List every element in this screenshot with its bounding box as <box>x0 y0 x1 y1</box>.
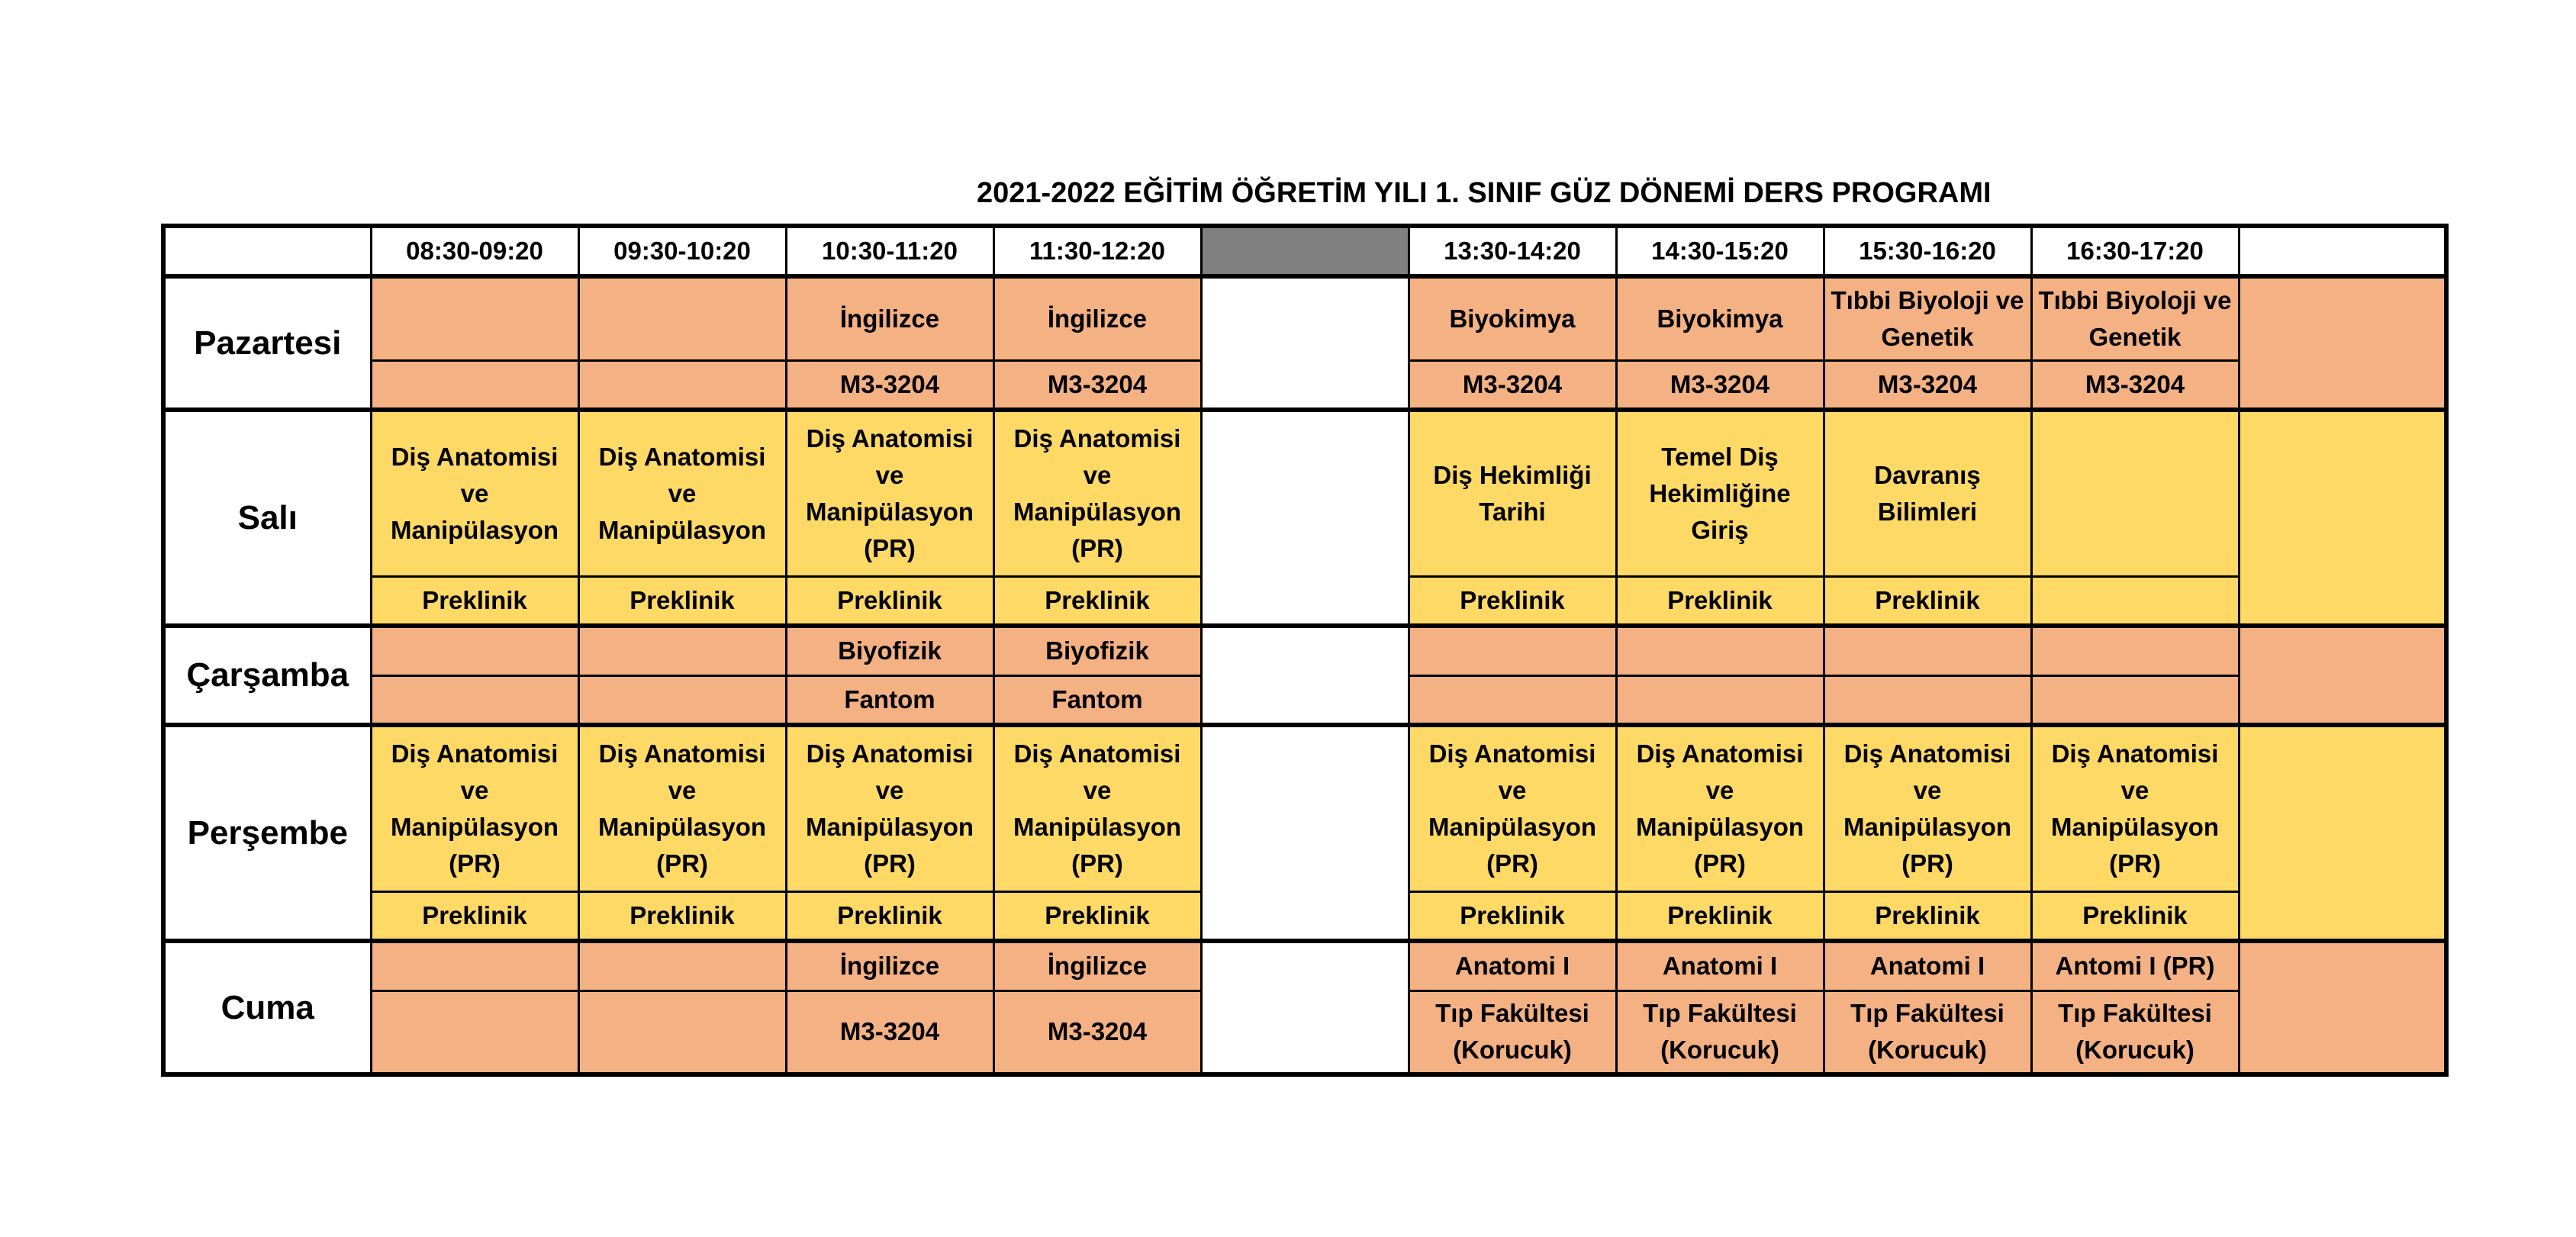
location-cell: Tıp Fakültesi (Korucuk) <box>1409 991 1616 1074</box>
course-cell: Diş Anatomisi ve Manipülasyon (PR) <box>1616 725 1824 891</box>
location-cell <box>578 360 786 410</box>
course-cell: Tıbbi Biyoloji ve Genetik <box>1824 276 2031 360</box>
course-cell: İngilizce <box>993 276 1201 360</box>
course-cell: İngilizce <box>786 941 993 991</box>
course-cell: Diş Anatomisi ve Manipülasyon (PR) <box>786 410 993 576</box>
location-cell: Preklinik <box>578 891 786 941</box>
location-cell: M3-3204 <box>786 991 993 1074</box>
course-cell: Anatomi I <box>1409 941 1616 991</box>
course-cell: Biyofizik <box>786 626 993 675</box>
location-cell <box>578 991 786 1074</box>
lunch-break-cell <box>1201 276 1409 410</box>
course-cell: Anatomi I <box>1824 941 2031 991</box>
location-cell <box>578 675 786 725</box>
course-cell: Biyofizik <box>993 626 1201 675</box>
schedule-table <box>161 224 2449 1077</box>
course-cell <box>578 276 786 360</box>
location-cell: Tıp Fakültesi (Korucuk) <box>1616 991 1824 1074</box>
location-cell: Tıp Fakültesi (Korucuk) <box>1824 991 2031 1074</box>
end-color-cell <box>2239 941 2446 1074</box>
location-cell <box>1824 675 2031 725</box>
page-title: 2021-2022 EĞİTİM ÖĞRETİM YILI 1. SINIF GÜZ DÖNEMİ DERS PROGRAMI <box>977 177 1992 209</box>
course-cell <box>371 941 578 991</box>
course-cell: Diş Anatomisi ve Manipülasyon (PR) <box>1409 725 1616 891</box>
end-color-cell <box>2239 276 2446 410</box>
time-slot-header: 15:30-16:20 <box>1824 226 2031 276</box>
location-cell: M3-3204 <box>993 991 1201 1074</box>
time-slot-header: 14:30-15:20 <box>1616 226 1824 276</box>
location-cell: Preklinik <box>1409 891 1616 941</box>
course-cell <box>1409 626 1616 675</box>
location-cell <box>371 360 578 410</box>
course-cell <box>1616 626 1824 675</box>
location-cell: Preklinik <box>1824 891 2031 941</box>
course-cell: Tıbbi Biyoloji ve Genetik <box>2031 276 2239 360</box>
course-cell: Antomi I (PR) <box>2031 941 2239 991</box>
time-slot-header: 08:30-09:20 <box>371 226 578 276</box>
course-cell: Diş Anatomisi ve Manipülasyon (PR) <box>993 410 1201 576</box>
course-cell <box>2031 626 2239 675</box>
location-cell: Preklinik <box>371 891 578 941</box>
location-cell <box>371 991 578 1074</box>
location-cell: M3-3204 <box>1824 360 2031 410</box>
course-cell: İngilizce <box>993 941 1201 991</box>
course-cell: Diş Anatomisi ve Manipülasyon (PR) <box>786 725 993 891</box>
location-cell: Preklinik <box>993 891 1201 941</box>
location-cell <box>2031 576 2239 626</box>
course-cell: Temel Diş Hekimliğine Giriş <box>1616 410 1824 576</box>
course-cell <box>371 276 578 360</box>
lunch-break-cell <box>1201 941 1409 1074</box>
day-course-row <box>163 276 2446 360</box>
corner-cell <box>163 226 371 276</box>
day-course-row <box>163 725 2446 891</box>
course-cell <box>578 941 786 991</box>
day-course-row <box>163 626 2446 675</box>
course-cell: Anatomi I <box>1616 941 1824 991</box>
location-cell: M3-3204 <box>2031 360 2239 410</box>
day-label: Salı <box>163 410 371 626</box>
course-cell: Biyokimya <box>1409 276 1616 360</box>
location-cell: Preklinik <box>993 576 1201 626</box>
time-slot-header: 10:30-11:20 <box>786 226 993 276</box>
course-cell: Diş Hekimliği Tarihi <box>1409 410 1616 576</box>
time-slot-header: 16:30-17:20 <box>2031 226 2239 276</box>
location-cell: Preklinik <box>1616 891 1824 941</box>
location-cell: Fantom <box>786 675 993 725</box>
location-cell: Fantom <box>993 675 1201 725</box>
course-cell <box>578 626 786 675</box>
location-cell: M3-3204 <box>993 360 1201 410</box>
header-row <box>163 226 2446 276</box>
location-cell: Preklinik <box>2031 891 2239 941</box>
time-slot-header: 09:30-10:20 <box>578 226 786 276</box>
location-cell: Preklinik <box>1824 576 2031 626</box>
time-slot-header: 13:30-14:20 <box>1409 226 1616 276</box>
day-course-row <box>163 941 2446 991</box>
location-cell: Preklinik <box>1409 576 1616 626</box>
day-label: Çarşamba <box>163 626 371 725</box>
day-label: Pazartesi <box>163 276 371 410</box>
location-cell: Preklinik <box>371 576 578 626</box>
end-header-cell <box>2239 226 2446 276</box>
lunch-break-cell <box>1201 410 1409 626</box>
course-cell <box>1824 626 2031 675</box>
lunch-break-header <box>1201 226 1409 276</box>
end-color-cell <box>2239 725 2446 941</box>
course-cell: Biyokimya <box>1616 276 1824 360</box>
day-course-row <box>163 410 2446 576</box>
end-color-cell <box>2239 626 2446 725</box>
location-cell: M3-3204 <box>1409 360 1616 410</box>
location-cell: Preklinik <box>786 891 993 941</box>
location-cell <box>1409 675 1616 725</box>
day-label: Cuma <box>163 941 371 1074</box>
location-cell <box>2031 675 2239 725</box>
location-cell: M3-3204 <box>1616 360 1824 410</box>
lunch-break-cell <box>1201 725 1409 941</box>
lunch-break-cell <box>1201 626 1409 725</box>
location-cell <box>1616 675 1824 725</box>
course-cell: Diş Anatomisi ve Manipülasyon (PR) <box>1824 725 2031 891</box>
location-cell: M3-3204 <box>786 360 993 410</box>
time-slot-header: 11:30-12:20 <box>993 226 1201 276</box>
location-cell <box>371 675 578 725</box>
course-cell: Diş Anatomisi ve Manipülasyon <box>371 410 578 576</box>
location-cell: Preklinik <box>1616 576 1824 626</box>
course-cell <box>371 626 578 675</box>
end-color-cell <box>2239 410 2446 626</box>
course-cell: İngilizce <box>786 276 993 360</box>
course-cell: Diş Anatomisi ve Manipülasyon (PR) <box>578 725 786 891</box>
day-label: Perşembe <box>163 725 371 941</box>
course-cell <box>2031 410 2239 576</box>
course-cell: Diş Anatomisi ve Manipülasyon <box>578 410 786 576</box>
location-cell: Preklinik <box>578 576 786 626</box>
course-cell: Diş Anatomisi ve Manipülasyon (PR) <box>993 725 1201 891</box>
course-cell: Diş Anatomisi ve Manipülasyon (PR) <box>371 725 578 891</box>
location-cell: Tıp Fakültesi (Korucuk) <box>2031 991 2239 1074</box>
course-cell: Diş Anatomisi ve Manipülasyon (PR) <box>2031 725 2239 891</box>
location-cell: Preklinik <box>786 576 993 626</box>
course-cell: Davranış Bilimleri <box>1824 410 2031 576</box>
